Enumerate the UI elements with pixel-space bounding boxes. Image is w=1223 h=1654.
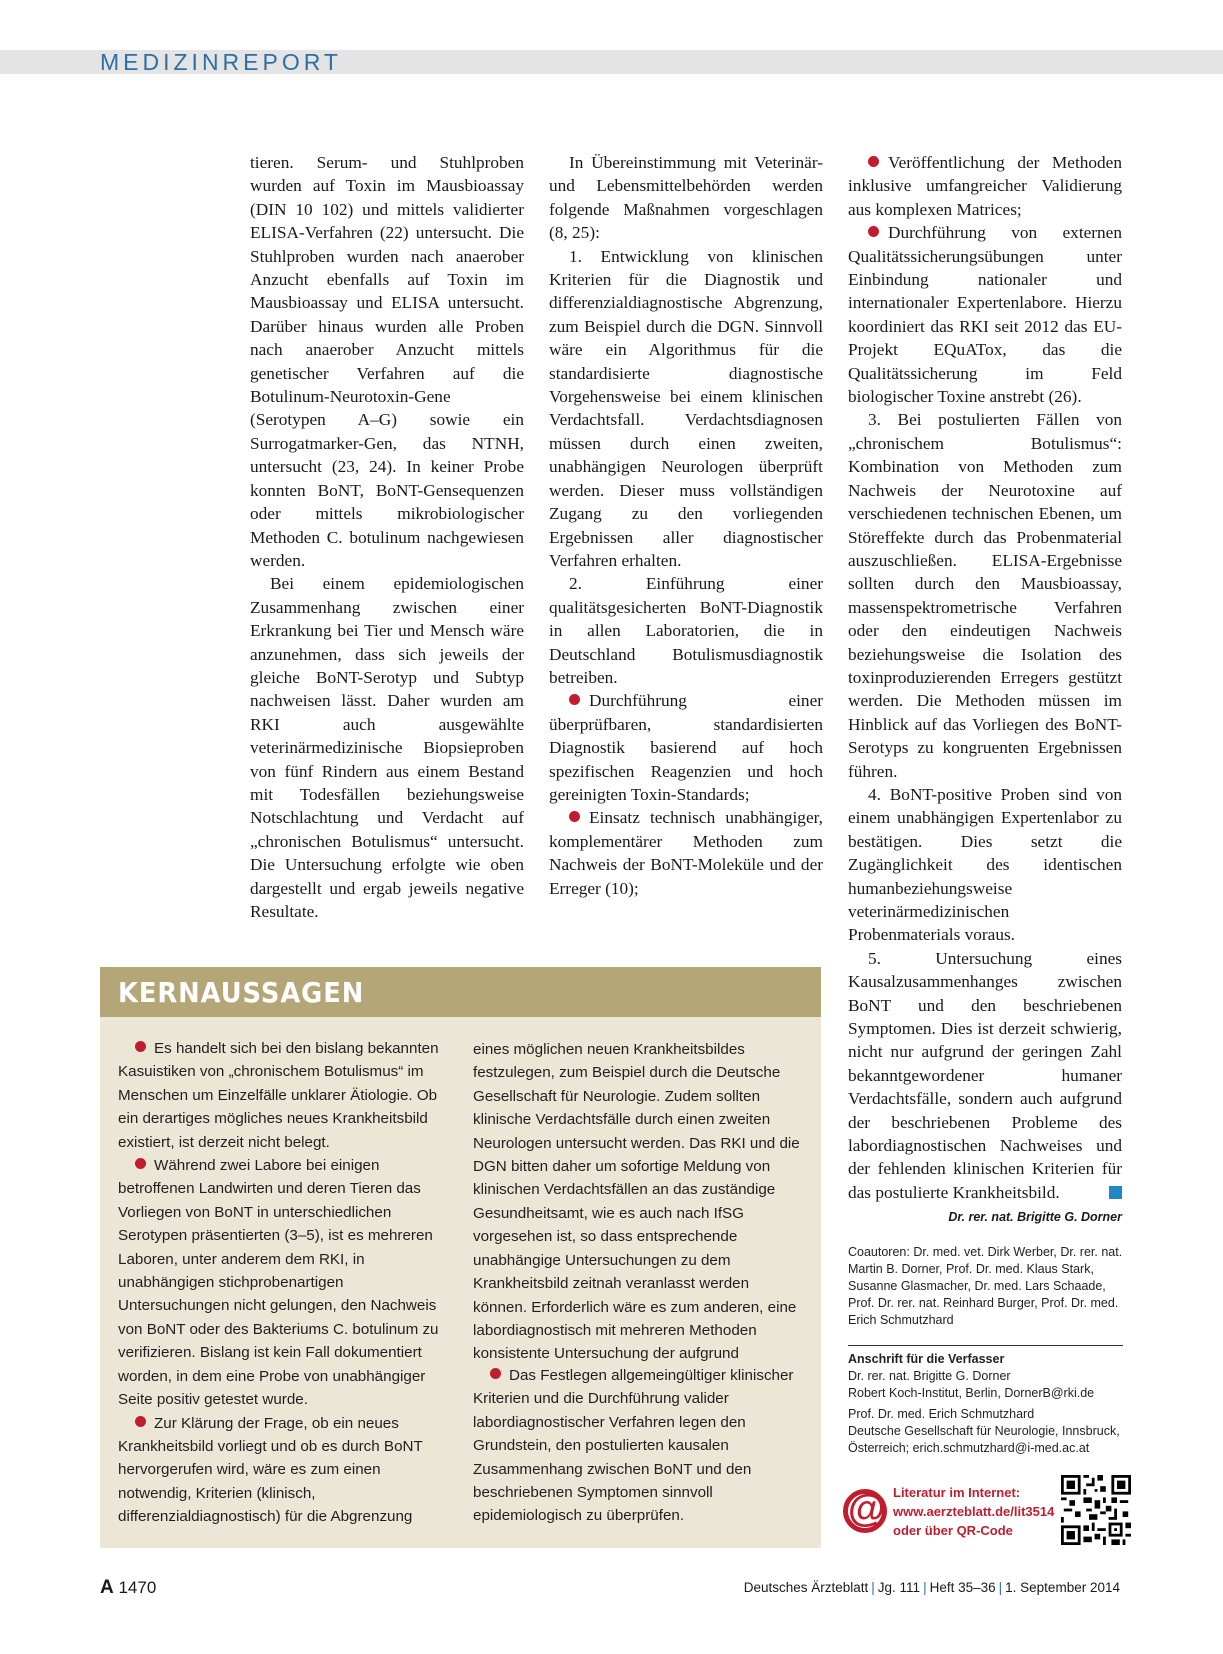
journal-issue: Heft 35–36 — [929, 1580, 996, 1595]
footer-citation: Deutsches Ärzteblatt | Jg. 111 | Heft 35–36 | 1. September 2014 — [743, 1580, 1120, 1595]
bullet-item — [848, 221, 1122, 408]
end-mark-icon — [1109, 1186, 1122, 1199]
page-number-value: 1470 — [118, 1578, 157, 1597]
bullet-item — [848, 151, 1122, 221]
kernaussagen-column-1 — [118, 1037, 445, 1528]
paragraph: In Übereinstimmung mit Veterinär- und Lebensmittelbehörden werden folgende Maßnahmen vorgeschlagen (8, 25): — [549, 153, 823, 243]
divider — [848, 1345, 1123, 1346]
key-point-text — [473, 1037, 803, 1364]
paragraph: tieren. Serum- und Stuhlproben wurden auf Toxin im Mausbioassay (DIN 10 102) und mittels validierter ELISA-Verfahren (22) untersucht. Die Stuhlproben wurden nach anaerober Anzucht ebenfalls auf Toxin im Mausbioassay und ELISA untersucht. Darüber hinaus wurden alle Proben nach anaerober Anzucht mittels genetischer Verfahren auf die Botulinum-Neurotoxin-Gene (Serotypen A–G) sowie ein Surrogatmarker-Gen, das NTNH, untersucht (23, 24). In keiner Probe konnten BoNT, BoNT-Gensequenzen oder mittels mikrobiologischer Methoden C. botulinum nachgewiesen werden. — [250, 153, 524, 570]
bullet-text: Durchführung von externen Qualitätssicherungsübungen unter Einbindung nationaler und internationaler Expertenlabore. Hierzu koordiniert das RKI seit 2012 das EU-Projekt EQuATox, das die Qualitätssicherung im Feld biologischer Toxine anstrebt (26). — [848, 223, 1122, 407]
bullet-text: Einsatz technisch unabhängiger, komplementärer Methoden zum Nachweis der BoNT-Moleküle und der Erreger (10); — [549, 808, 823, 898]
qr-code-icon[interactable] — [1061, 1475, 1131, 1545]
address-title: Anschrift für die Verfasser — [848, 1352, 1005, 1366]
key-point-text: eines möglichen neuen Krankheitsbildes festzulegen, zum Beispiel durch die Deutsche Gesellschaft für Neurologie. Zudem sollten klinische Verdachtsfälle durch einen zweiten Neurologen untersucht werden. Das RKI und die DGN bitten daher um sofortige Meldung von klinischen Verdachtsfällen an das zuständige Gesundheitsamt, wie es auch nach IfSG vorgesehen ist, so dass entsprechende unabhängige Untersuchungen zu dem Krankheitsbild zeitnah veranlasst werden können. Erforderlich wäre es zum anderen, eine labordiagnostisch mit mehreren Methoden konsistente Untersuchung der aufgrund — [473, 1041, 800, 1363]
key-point-text: Während zwei Labore bei einigen betroffenen Landwirten und deren Tieren das Vorliegen von BoNT in unterschiedlichen Serotypen präsentierten (3–5), ist es mehreren Laboren, unter anderem dem RKI, in unabhängigen stichprobenartigen Untersuchungen nicht gelungen, den Nachweis von BoNT oder des Bakteriums C. botulinum zu verifizieren. Bislang ist kein Fall dokumentiert worden, in dem eine Probe von unabhängiger Seite positiv getestet wurde. — [118, 1157, 439, 1409]
paragraph: 3. Bei postulierten Fällen von „chronischem Botulismus“: Kombination von Methoden zum Nachweis der Neurotoxine auf verschiedenen technischen Ebenen, um Störeffekte durch das Probenmaterial auszuschließen. ELISA-Ergebnisse sollten durch den Mausbioassay, massenspektrometrische Verfahren oder den eindeutigen Nachweis beziehungsweise die Isolation des toxinproduzierenden Erregers gestützt werden. Die Methoden müssen im Hinblick auf das Vorliegen des BoNT-Serotyps zu kongruenten Ergebnissen führen. — [848, 410, 1122, 781]
key-point — [118, 1412, 445, 1528]
key-point-text: Das Festlegen allgemeingültiger klinischer Kriterien und die Durchführung valider labordiagnostischer Verfahren legen den Grundstein, den postulierten kausalen Zusammenhang zwischen BoNT und den beschriebenen Symptomen sinnvoll epidemiologisch zu überprüfen. — [473, 1367, 794, 1525]
bullet-dot-icon — [868, 226, 879, 237]
bullet-dot-icon — [135, 1041, 146, 1052]
key-point-text: Zur Klärung der Frage, ob ein neues Krankheitsbild vorliegt und ob es durch BoNT hervorgerufen wird, wäre es zum einen notwendig, Kriterien (klinisch, differenzialdiagnostisch) für die Abgrenzung — [118, 1414, 423, 1526]
bullet-dot-icon — [569, 811, 580, 822]
journal-date: 1. September 2014 — [1005, 1580, 1120, 1595]
author-signature: Dr. rer. nat. Brigitte G. Dorner — [948, 1210, 1122, 1225]
paragraph — [848, 947, 1122, 1204]
bullet-dot-icon — [490, 1368, 501, 1379]
key-point — [118, 1037, 445, 1154]
bullet-text: Durchführung einer überprüfbaren, standardisierten Diagnostik basierend auf hoch spezifischen Reagenzien und hoch gereinigten Toxin-Standards; — [549, 691, 823, 804]
key-point — [118, 1154, 445, 1411]
key-point-continued — [473, 1037, 803, 1364]
address-line: Prof. Dr. med. Erich Schmutzhard — [848, 1407, 1035, 1421]
address-line: Deutsche Gesellschaft für Neurologie, Innsbruck, Österreich; erich.schmutzhard@i-med.ac.at — [848, 1424, 1120, 1455]
at-sign-icon: @ — [843, 1489, 887, 1533]
literature-label: Literatur im Internet: — [893, 1485, 1021, 1500]
page-number — [100, 1577, 156, 1599]
paragraph: 2. Einführung einer qualitätsgesicherten BoNT-Diagnostik in allen Laboratorien, die in Deutschland Botulismusdiagnostik betreiben. — [549, 574, 823, 687]
kernaussagen-title: KERNAUSSAGEN — [118, 976, 365, 1009]
literature-box — [843, 1475, 1128, 1555]
bullet-item — [549, 689, 823, 806]
key-point-text: Es handelt sich bei den bislang bekannten Kasuistiken von „chronischem Botulismus“ im Menschen um Einzelfälle unklarer Ätiologie. Ob ein derartiges mögliches neues Krankheitsbild existiert, ist derzeit nicht belegt. — [118, 1040, 439, 1151]
article-column-3 — [848, 151, 1122, 1230]
bullet-dot-icon — [135, 1158, 146, 1169]
journal-name: Deutsches Ärzteblatt — [743, 1580, 869, 1595]
bullet-item — [549, 806, 823, 900]
bullet-text: Veröffentlichung der Methoden inklusive umfangreicher Validierung aus komplexen Matrices; — [848, 153, 1122, 219]
article-column-1 — [250, 151, 524, 923]
author-address — [848, 1351, 1123, 1457]
address-line: Robert Koch-Institut, Berlin, DornerB@rki.de — [848, 1386, 1095, 1400]
paragraph: 1. Entwicklung von klinischen Kriterien für die Diagnostik und differenzialdiagnostische Abgrenzung, zum Beispiel durch die DGN. Sinnvoll wäre ein Algorithmus für die standardisierte diagnostische Vorgehensweise bei einem klinischen Verdachtsfall. Verdachtsdiagnosen müssen durch einen zweiten, unabhängigen Neurologen überprüft werden. Dieser muss vollständigen Zugang zu den vorliegenden Ergebnissen aller diagnostischer Verfahren erhalten. — [549, 246, 823, 570]
literature-text — [893, 1483, 1054, 1540]
literature-link[interactable]: www.aerzteblatt.de/lit3514 — [893, 1504, 1055, 1519]
bullet-dot-icon — [135, 1416, 146, 1427]
article-column-2 — [549, 151, 823, 900]
address-line: Dr. rer. nat. Brigitte G. Dorner — [848, 1369, 1011, 1383]
paragraph: Bei einem epidemiologischen Zusammenhang zwischen einer Erkrankung bei Tier und Mensch wäre anzunehmen, dass sich jeweils der gleiche BoNT-Serotyp und Subtyp nachweisen lässt. Daher wurden am RKI auch ausgewählte veterinärmedizinische Biopsieproben von fünf Rindern aus einem Bestand mit Todesfällen beziehungsweise Notschlachtung und Verdacht auf „chronischen Botulismus“ untersucht. Die Untersuchung erfolgte wie oben dargestellt und ergab jeweils negative Resultate. — [250, 574, 524, 921]
kernaussagen-column-2 — [473, 1037, 803, 1528]
journal-volume: Jg. 111 — [877, 1580, 921, 1595]
page-letter: A — [100, 1577, 114, 1598]
literature-qr-note: oder über QR-Code — [893, 1523, 1013, 1538]
coauthors: Coautoren: Dr. med. vet. Dirk Werber, Dr. rer. nat. Martin B. Dorner, Prof. Dr. med. Klaus Stark, Susanne Glasmacher, Dr. med. Lars Schaade, Prof. Dr. rer. nat. Reinhard Burger, Prof. Dr. med. Erich Schmutzhard — [848, 1245, 1123, 1327]
paragraph: 4. BoNT-positive Proben sind von einem unabhängigen Expertenlabor zu bestätigen. Dies setzt die Zugänglichkeit des identischen humanbeziehungsweise veterinärmedizinischen Probenmaterials voraus. — [848, 784, 1122, 945]
key-point — [473, 1364, 803, 1528]
section-label: MEDIZINREPORT — [100, 49, 342, 75]
bullet-dot-icon — [868, 156, 879, 167]
paragraph-text: 5. Untersuchung eines Kausalzusammenhanges zwischen BoNT und den beschriebenen Symptomen. Dies ist derzeit schwierig, nicht nur aufgrund der geringen Zahl bekanntgewordener humaner Verdachtsfälle, sondern auch aufgrund der beschriebenen Probleme des labordiagnostischen Nachweises und der fehlenden klinischen Kriterien für das postulierte Krankheitsbild. — [848, 948, 1122, 1202]
bullet-dot-icon — [569, 694, 580, 705]
